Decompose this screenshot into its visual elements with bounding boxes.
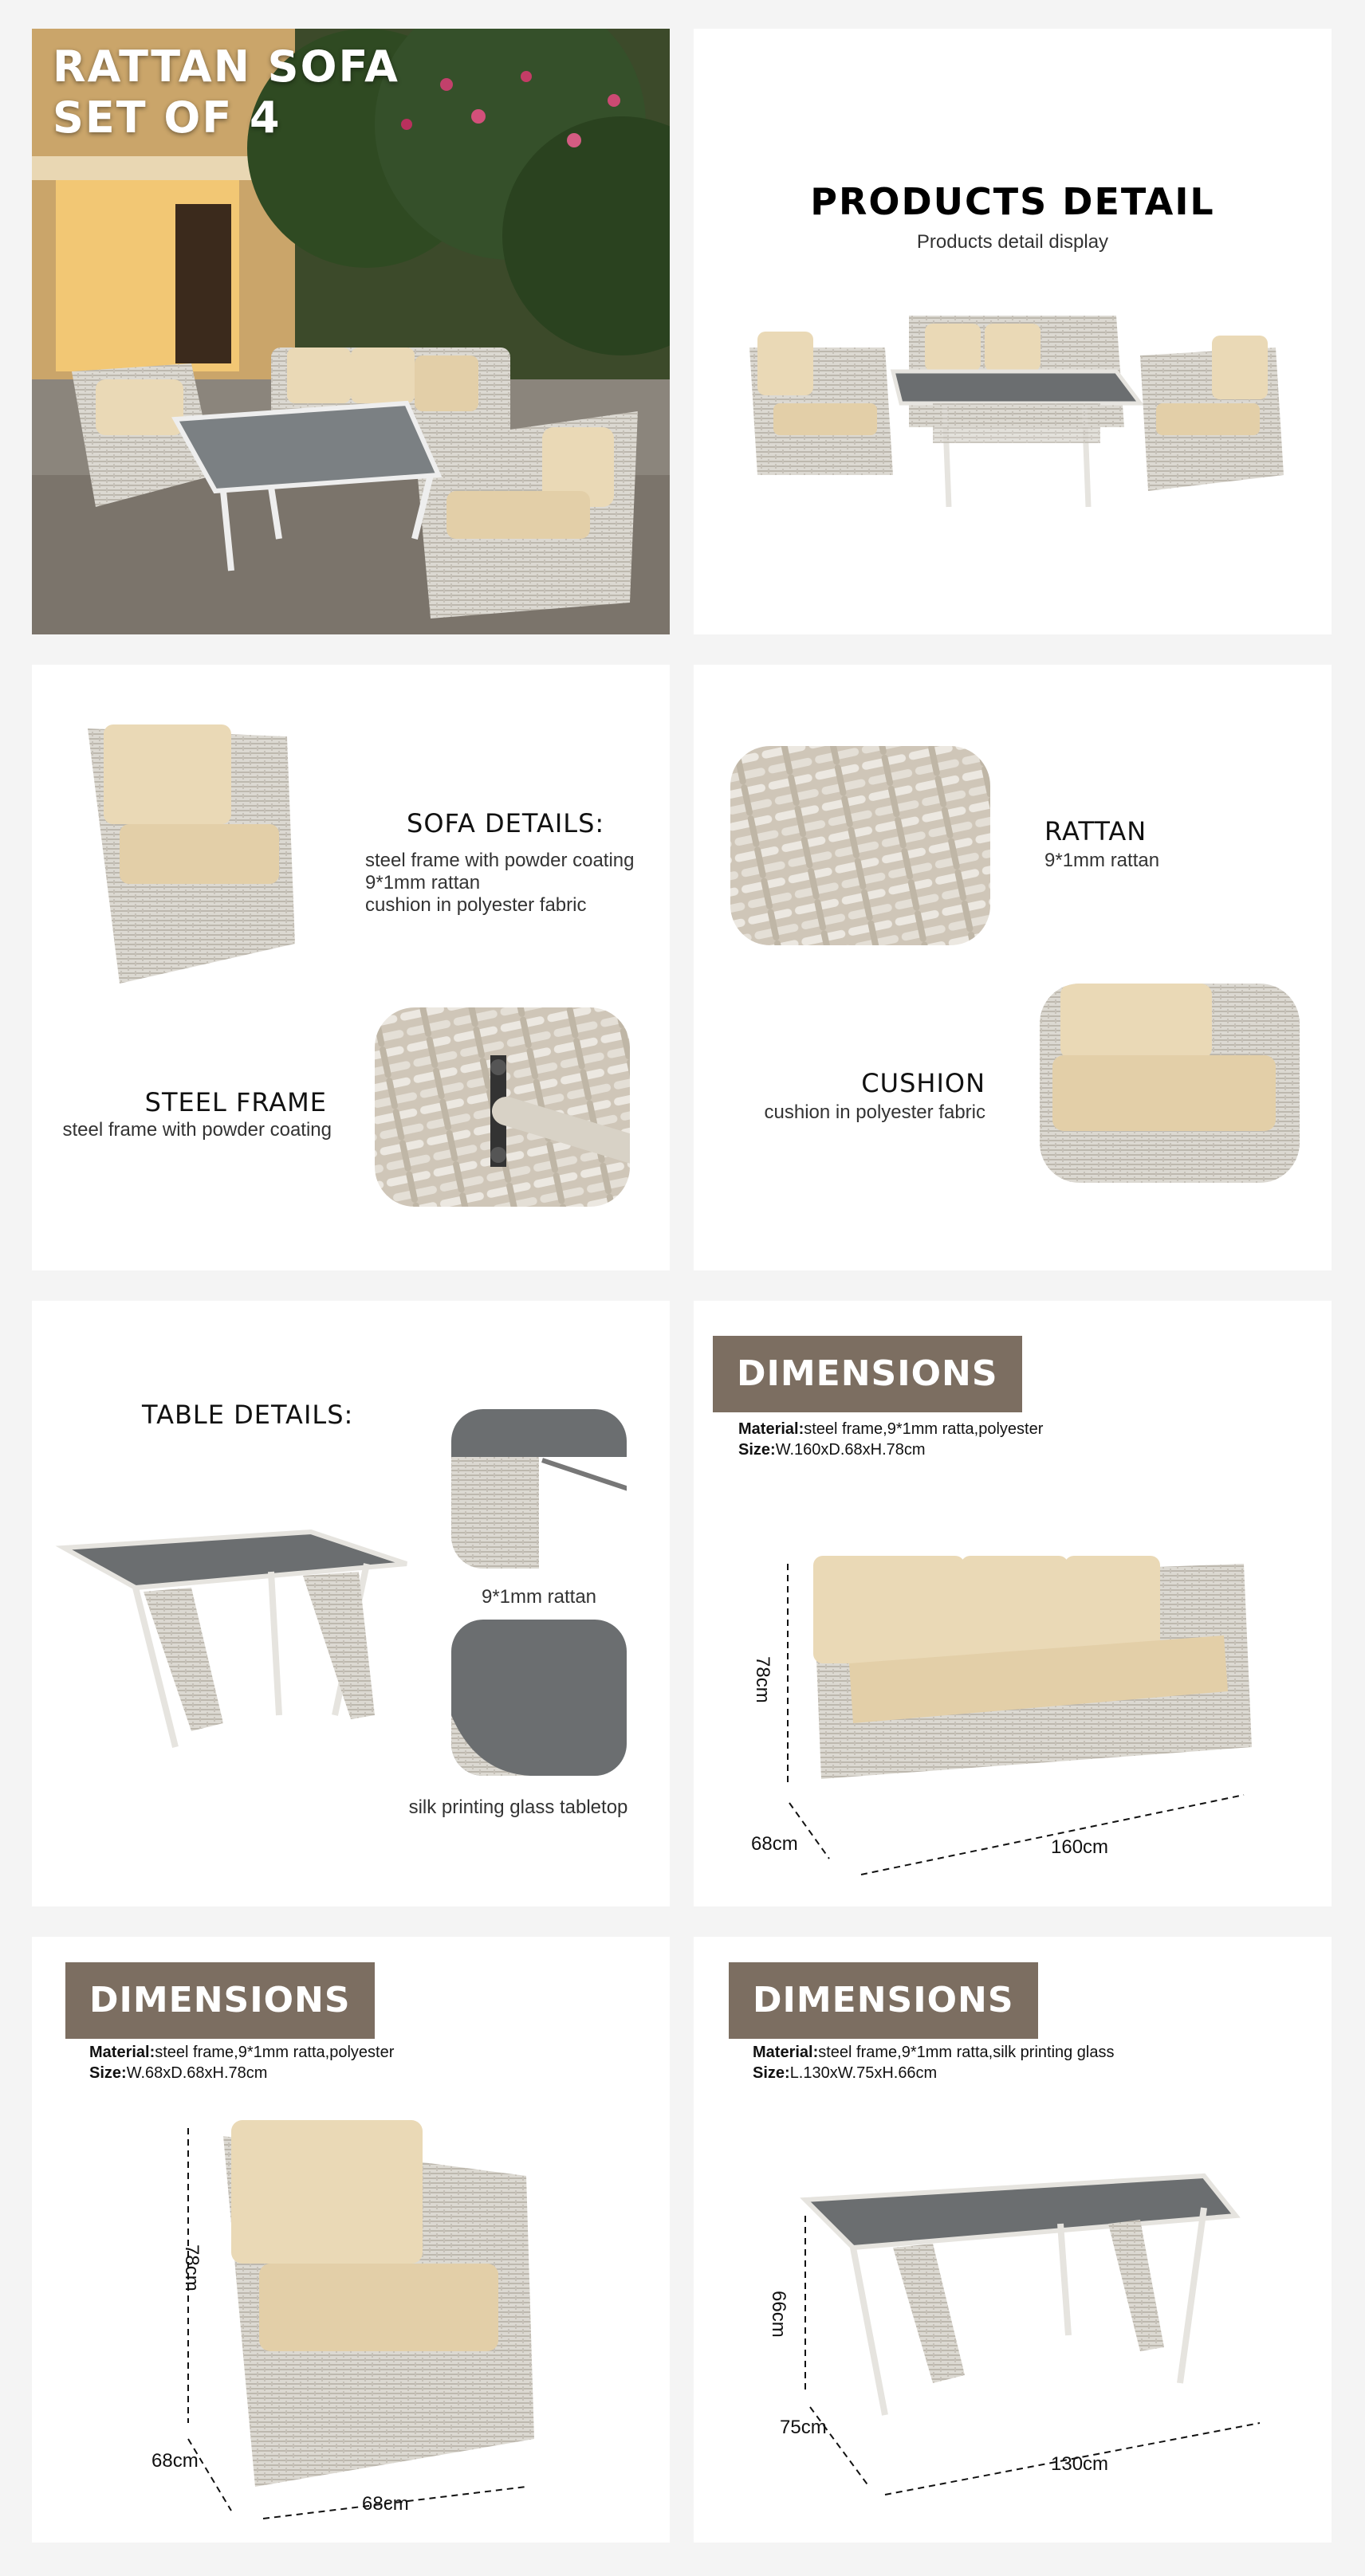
cushion-closeup [1040, 984, 1300, 1183]
dimensions-sofa-drawing [694, 1301, 1332, 1906]
glass-tabletop-closeup [451, 1620, 627, 1776]
rattan-title: RATTAN [1044, 816, 1147, 846]
table-glass-caption: silk printing glass tabletop [408, 1797, 628, 1818]
dimensions-sofa-panel [694, 1301, 1332, 1906]
dimensions-sofa-width: 160cm [1051, 1836, 1109, 1858]
table-rattan-closeup [451, 1409, 638, 1569]
dimensions-chair-badge: DIMENSIONS [65, 1962, 375, 2039]
sofa-details-images [32, 665, 670, 1270]
sofa-details-panel [32, 665, 670, 1270]
dimensions-sofa-depth: 68cm [751, 1833, 798, 1855]
dimensions-chair-size: Size:W.68xD.68xH.78cm [89, 2064, 268, 2082]
sofa-details-line-1: steel frame with powder coating [365, 850, 635, 871]
armchair-image [88, 724, 295, 984]
steel-frame-closeup [375, 1007, 638, 1207]
table-rattan-caption: 9*1mm rattan [481, 1586, 597, 1608]
dimensions-sofa-material: Material:steel frame,9*1mm ratta,polyester [738, 1420, 1044, 1438]
table-image [805, 2176, 1236, 2415]
dimensions-chair-width: 68cm [362, 2493, 409, 2515]
rattan-weave-closeup [730, 746, 990, 945]
dimensions-table-height: 66cm [768, 2291, 789, 2338]
sofa-details-title: SOFA DETAILS: [407, 808, 605, 838]
table-details-title: TABLE DETAILS: [142, 1400, 354, 1430]
rattan-cushion-panel [694, 665, 1332, 1270]
cushion-text: cushion in polyester fabric [764, 1101, 985, 1123]
sofa-image [813, 1556, 1252, 1779]
sofa-details-line-2: 9*1mm rattan [365, 872, 481, 893]
dimensions-sofa-height: 78cm [752, 1656, 773, 1703]
armchair-image [223, 2120, 534, 2487]
dimensions-chair-material: Material:steel frame,9*1mm ratta,polyester [89, 2044, 395, 2061]
dimensions-table-depth: 75cm [780, 2417, 827, 2438]
hero-photo-panel [32, 29, 670, 634]
products-detail-title: PRODUCTS DETAIL [810, 180, 1215, 223]
dimensions-chair-panel [32, 1937, 670, 2543]
dimensions-table-material: Material:steel frame,9*1mm ratta,silk printing glass [753, 2044, 1115, 2061]
dimensions-chair-drawing [32, 1937, 670, 2543]
dimensions-chair-height: 78cm [181, 2244, 203, 2291]
cushion-title: CUSHION [861, 1068, 985, 1098]
dimensions-table-size: Size:L.130xW.75xH.66cm [753, 2064, 938, 2082]
rattan-text: 9*1mm rattan [1044, 850, 1160, 871]
hero-title: RATTAN SOFA SET OF 4 [53, 41, 399, 143]
dimensions-chair-depth: 68cm [151, 2450, 199, 2472]
table-details-panel [32, 1301, 670, 1906]
dimensions-sofa-size: Size:W.160xD.68xH.78cm [738, 1441, 926, 1459]
sofa-details-line-3: cushion in polyester fabric [365, 894, 587, 916]
dimensions-table-panel [694, 1937, 1332, 2543]
rattan-cushion-images [694, 665, 1332, 1270]
dimensions-table-badge: DIMENSIONS [729, 1962, 1038, 2039]
dimensions-table-width: 130cm [1051, 2453, 1109, 2475]
steel-frame-text: steel frame with powder coating [62, 1119, 332, 1141]
steel-frame-title: STEEL FRAME [144, 1087, 327, 1117]
sofa-set-product-image [694, 29, 1332, 634]
dimensions-sofa-badge: DIMENSIONS [713, 1336, 1022, 1412]
dimensions-table-drawing [694, 1937, 1332, 2543]
table-image [64, 1532, 407, 1747]
products-detail-subtitle: Products detail display [916, 231, 1109, 253]
products-detail-panel [694, 29, 1332, 634]
